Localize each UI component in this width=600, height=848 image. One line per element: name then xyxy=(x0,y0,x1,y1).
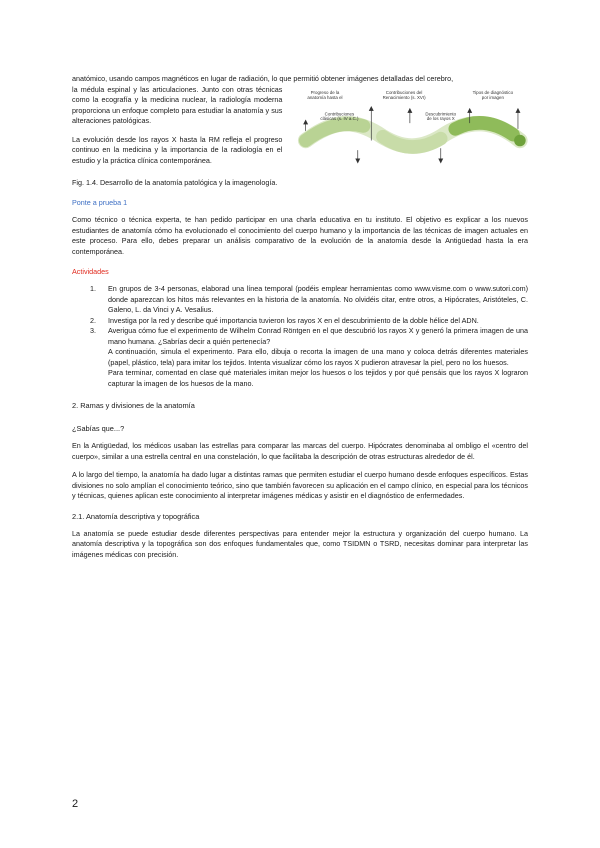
intro-paragraph-1: la médula espinal y las articulaciones. Junto con otras técnicas como la ecografía y la medicina nuclear, la radiología moderna proporciona un enfoque completo para estudiar la anatomía y sus alteraciones patológicas. xyxy=(72,84,283,125)
intro-paragraph-2: La evolución desde los rayos X hasta la RM refleja el progreso continuo en la medicina y la importancia de la radiología en el estudio y la práctica clínica contemporánea. xyxy=(72,134,283,165)
wave-end-node xyxy=(514,134,526,146)
diagram-label-mid-1b: clásicas (s. IV a.C.) xyxy=(320,115,359,121)
intro-row xyxy=(72,85,528,175)
ramas-paragraph: A lo largo del tiempo, la anatomía ha dado lugar a distintas ramas que permiten estudiar el cuerpo humano desde enfoques específicos. Estas divisiones no solo amplían el conocimiento teórico, sino que también favorecen su aplicación en el campo clínico, en especial para los técnicos y técnicas, quienes aplican este conocimiento al interpretar imágenes médicas y asistir en el diagnóstico de enfermedades. xyxy=(72,470,528,500)
activity-item xyxy=(72,316,528,327)
diagram-label-top-3: Tipos de diagnóstico xyxy=(473,89,514,95)
diagram-label-top-2b: Renacimiento (s. XVI) xyxy=(382,94,426,100)
intro-left-column xyxy=(72,85,282,175)
diagram-label-mid-2b: de los rayos X xyxy=(427,115,456,121)
activity-text: Investiga por la red y describe qué importancia tuvieron los rayos X en el descubrimiento de la doble hélice del ADN. xyxy=(108,315,479,325)
activity-number: 3. xyxy=(90,326,96,335)
sabias-que-text: En la Antigüedad, los médicos usaban las estrellas para comparar las marcas del cuerpo. Hipócrates denominaba al ombligo el «centro del cuerpo», similar a una estrella central en una constelación, lo que facilitaba la descripción de otras estructuras alrededor de él. xyxy=(72,441,528,461)
intro-full-line: anatómico, usando campos magnéticos en lugar de radiación, lo que permitió obtener imágenes detalladas del cerebro, xyxy=(72,74,454,83)
activity-text-extra-1: A continuación, simula el experimento. Para ello, dibuja o recorta la imagen de una mano y coloca detrás diferentes materiales (papel, plástico, tela) para imitar los tejidos. Intenta visualizar cómo los rayos X pudieron atravesar la piel, pero no los huesos. xyxy=(108,347,528,367)
diagram-label-mid-1: Contribuciones xyxy=(325,110,355,116)
activity-number: 2. xyxy=(90,315,96,325)
ponte-a-prueba-text: Como técnico o técnica experta, te han pedido participar en una charla educativa en tu instituto. El objetivo es explicar a los nuevos estudiantes de anatomía cómo ha evolucionado el conocimiento del cuerpo humano y la importancia de las técnicas de imagen actuales en este proceso. Para ello, debes preparar un análisis comparativo de la evolución de la anatomía desde la Antigüedad hasta la era contemporánea. xyxy=(72,215,528,256)
ponte-a-prueba-title: Ponte a prueba 1 xyxy=(72,198,128,207)
diagram-label-mid-2: Descubrimiento xyxy=(425,110,457,116)
wave-band-segment-2 xyxy=(383,136,441,146)
section-2-1-paragraph: La anatomía se puede estudiar desde diferentes perspectivas para entender mejor la estructura y organización del cuerpo humano. La anatomía descriptiva y la topográfica son dos enfoques fundamentales que, como TSIDMN o TSRD, necesitas dominar para interpretar las imágenes médicas con precisión. xyxy=(72,528,528,559)
diagram-label-top-3b: por imagen xyxy=(482,94,505,100)
sabias-que-title: ¿Sabías que...? xyxy=(72,424,125,433)
activity-number: 1. xyxy=(90,284,96,293)
activity-text: Averigua cómo fue el experimento de Wilhelm Conrad Röntgen en el que descubrió los rayos X y generó la primera imagen de una mano humana. ¿Sabrías decir a quién pertenecía? xyxy=(108,326,528,346)
page-content xyxy=(72,74,528,560)
diagram-label-top-1: Progreso de la xyxy=(310,89,340,95)
diagram-label-top-2: Contribuciones del xyxy=(386,89,423,95)
anatomy-evolution-diagram xyxy=(296,79,528,174)
page-number: 2 xyxy=(72,798,79,810)
activity-text: En grupos de 3-4 personas, elaborad una línea temporal (podéis emplear herramientas como www.visme.com o www.sutori.com) donde aparezcan los hitos más relevantes en la historia de la anatomía. No olvidéis citar, entre otros, a Hipócrates, Aristóteles, C. Galeno, L. da Vinci y A. Vesalius. xyxy=(108,284,528,314)
activity-text-extra-2: Para terminar, comentad en clase qué materiales imitan mejor los huesos o los tejidos y por qué pensáis que los rayos X lograron capturar la imagen de los huesos de la mano. xyxy=(108,368,528,388)
activity-item xyxy=(72,326,528,389)
diagram-label-top-1b: anatomía hasta el xyxy=(307,94,343,100)
figure-caption: Fig. 1.4. Desarrollo de la anatomía patológica y la imagenología. xyxy=(72,178,278,187)
activities-list xyxy=(72,284,528,389)
section-2-title: 2. Ramas y divisiones de la anatomía xyxy=(72,401,195,410)
activities-title: Actividades xyxy=(72,267,109,276)
section-2-1-title: 2.1. Anatomía descriptiva y topográfica xyxy=(72,511,200,521)
activity-item xyxy=(72,284,528,316)
